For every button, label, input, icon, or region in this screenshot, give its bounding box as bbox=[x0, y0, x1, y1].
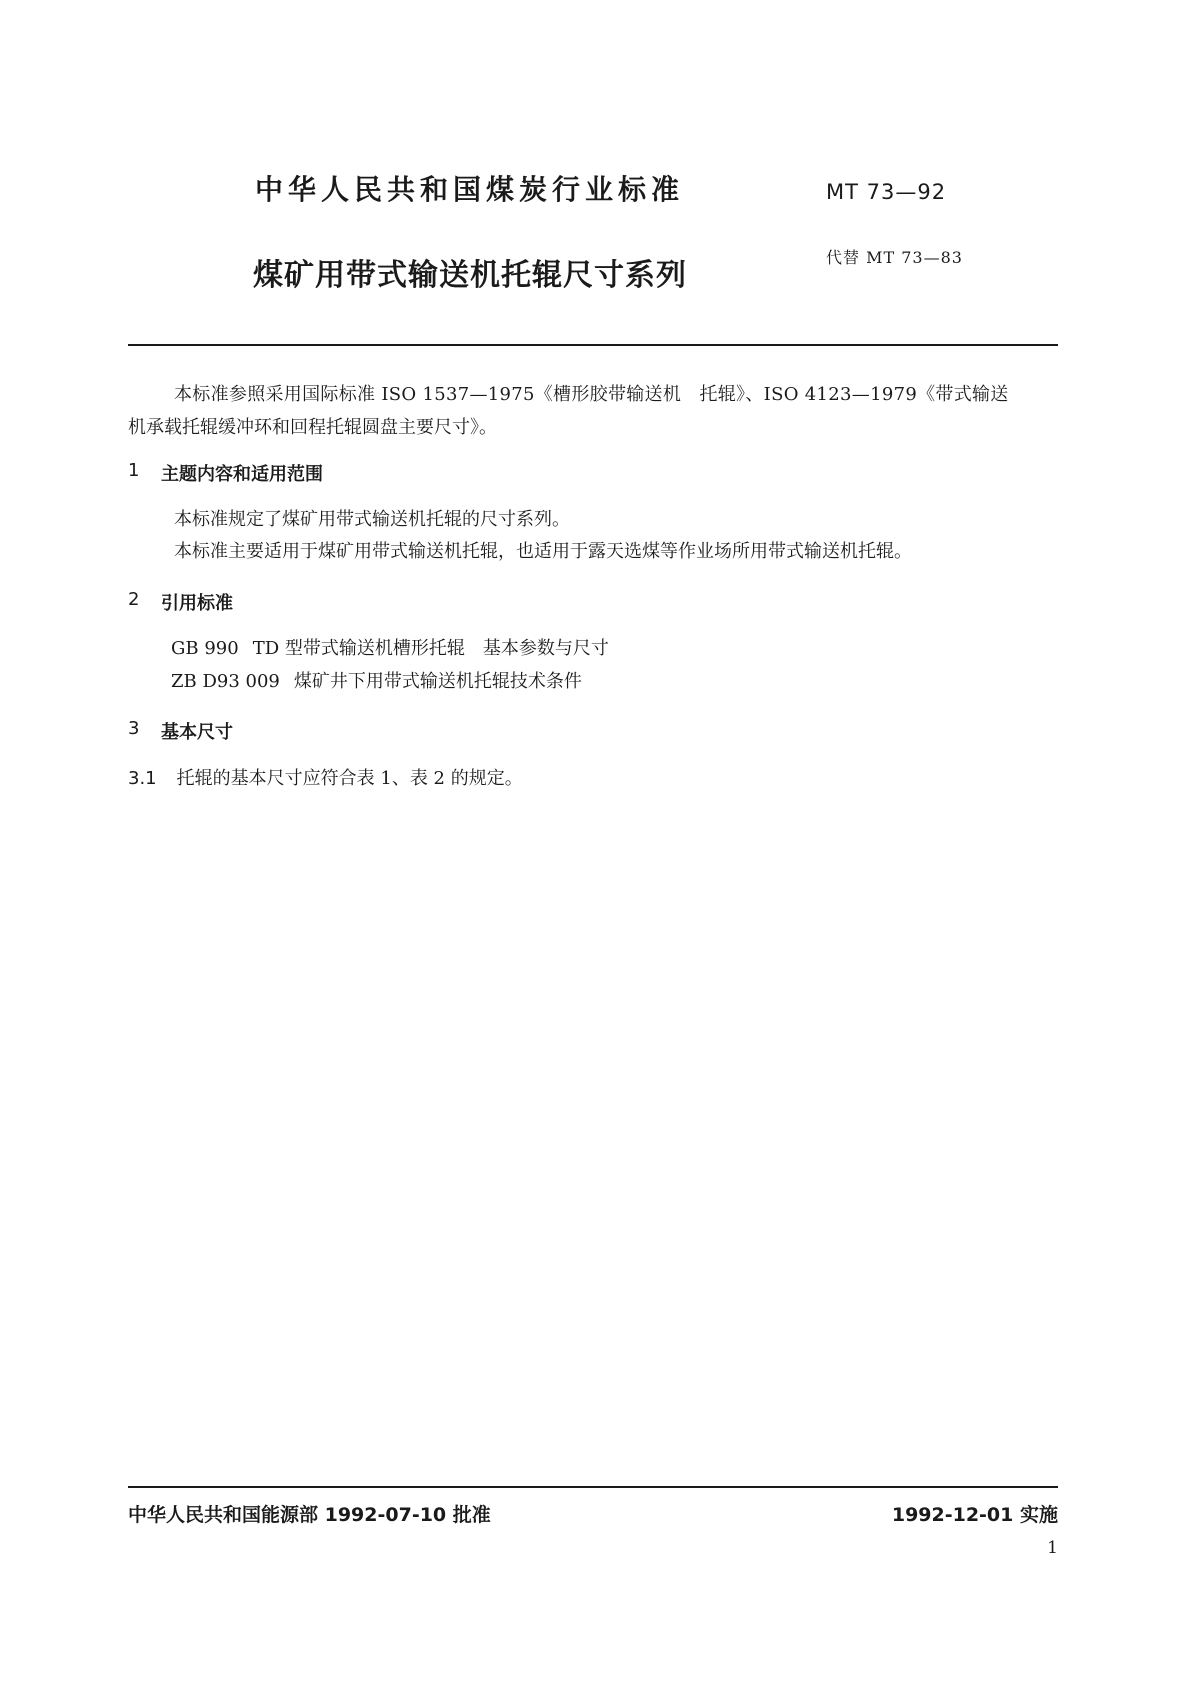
standard-organization: 中华人民共和国煤炭行业标准 bbox=[255, 173, 685, 206]
reference-item bbox=[171, 667, 582, 697]
intro-paragraph-line-2: 机承载托辊缓冲环和回程托辊圆盘主要尺寸》。 bbox=[128, 417, 497, 438]
header-divider bbox=[128, 344, 1058, 346]
standard-title: 煤矿用带式输送机托辊尺寸系列 bbox=[253, 258, 687, 293]
section-3-title: 基本尺寸 bbox=[161, 722, 233, 743]
section-2-number: 2 bbox=[128, 589, 140, 610]
effective-date: 1992-12-01 实施 bbox=[891, 1504, 1058, 1526]
replaces-standard: 代替 MT 73—83 bbox=[826, 248, 963, 267]
reference-title: 煤矿井下用带式输送机托辊技术条件 bbox=[293, 671, 582, 692]
reference-title: TD 型带式输送机槽形托辊 基本参数与尺寸 bbox=[252, 638, 609, 659]
reference-code: GB 990 bbox=[171, 638, 239, 659]
clause-3-1 bbox=[128, 764, 523, 794]
reference-item bbox=[171, 634, 609, 664]
approval-line: 中华人民共和国能源部 1992-07-10 批准 bbox=[128, 1504, 491, 1526]
intro-paragraph-line-1: 本标准参照采用国际标准 ISO 1537—1975《槽形胶带输送机 托辊》、ISO 4123—1979《带式输送 bbox=[174, 384, 1009, 405]
footer-divider bbox=[128, 1486, 1058, 1488]
section-1-title: 主题内容和适用范围 bbox=[161, 464, 323, 485]
section-1-paragraph-2: 本标准主要适用于煤矿用带式输送机托辊，也适用于露天选煤等作业场所用带式输送机托辊。 bbox=[174, 541, 912, 562]
standard-code: MT 73—92 bbox=[826, 180, 947, 204]
page-number: 1 bbox=[1047, 1538, 1058, 1558]
section-1-number: 1 bbox=[128, 460, 140, 481]
clause-number: 3.1 bbox=[128, 768, 157, 789]
section-1-paragraph-1: 本标准规定了煤矿用带式输送机托辊的尺寸系列。 bbox=[174, 509, 570, 530]
section-2-title: 引用标准 bbox=[161, 593, 233, 614]
section-3-number: 3 bbox=[128, 718, 140, 739]
clause-text: 托辊的基本尺寸应符合表 1、表 2 的规定。 bbox=[176, 768, 523, 789]
reference-code: ZB D93 009 bbox=[171, 671, 280, 692]
